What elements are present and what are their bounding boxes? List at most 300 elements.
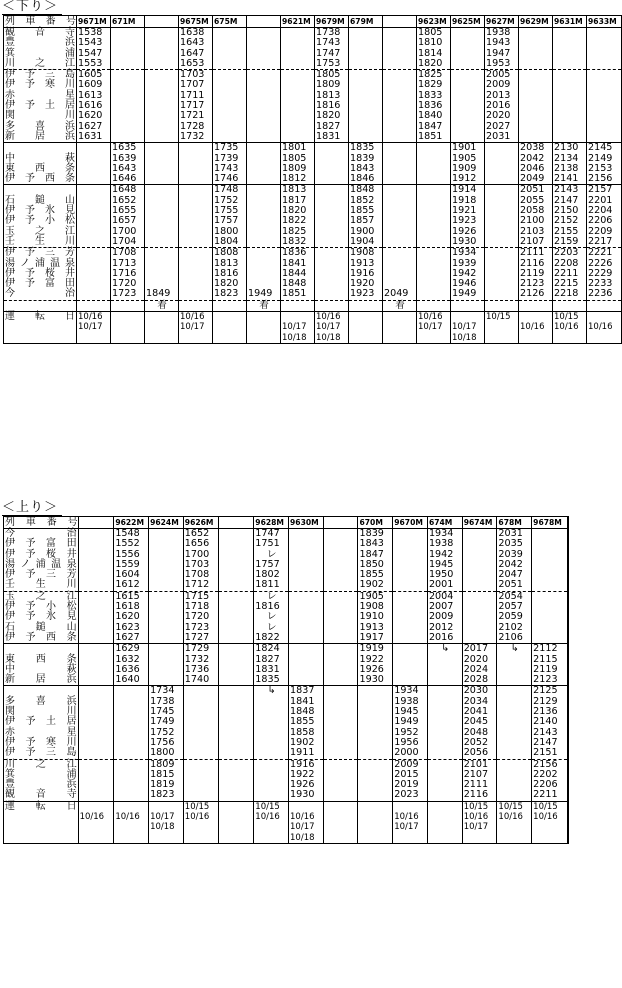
time-cell: 1616 xyxy=(77,101,111,111)
days-label xyxy=(4,822,79,832)
time-cell: 1930 xyxy=(358,675,393,686)
time-cell: 1748 xyxy=(213,185,247,196)
time-cell: 1805 xyxy=(281,154,315,164)
time-cell: 2115 xyxy=(532,655,568,665)
time-cell: 2016 xyxy=(427,633,462,644)
time-cell: 1620 xyxy=(77,111,111,121)
time-cell xyxy=(114,717,149,727)
time-cell: 1829 xyxy=(417,80,451,90)
time-cell: 1653 xyxy=(179,59,213,70)
time-cell: 1646 xyxy=(111,174,145,185)
station-name: 今治 xyxy=(5,288,75,300)
time-cell xyxy=(145,154,179,164)
train-number xyxy=(78,517,114,529)
time-cell xyxy=(218,707,254,717)
days-cell: 10/18 xyxy=(289,833,324,844)
time-cell xyxy=(532,580,568,591)
time-cell xyxy=(349,111,383,121)
time-cell xyxy=(451,300,485,311)
time-cell xyxy=(78,602,114,612)
time-cell: 1640 xyxy=(114,675,149,686)
time-cell xyxy=(587,38,622,48)
time-cell: 1844 xyxy=(281,269,315,279)
days-cell xyxy=(183,833,218,844)
time-cell xyxy=(145,248,179,259)
time-cell: 1857 xyxy=(349,216,383,226)
time-cell: 1938 xyxy=(485,28,519,39)
time-cell xyxy=(78,738,114,748)
time-cell: 1538 xyxy=(77,28,111,39)
time-cell xyxy=(417,164,451,174)
time-cell xyxy=(77,196,111,206)
time-cell xyxy=(114,780,149,790)
time-cell xyxy=(587,101,622,111)
time-cell xyxy=(532,591,568,602)
station-name: 伊予西条 xyxy=(5,173,75,185)
time-cell: 1922 xyxy=(289,770,324,780)
time-cell xyxy=(532,529,568,540)
time-cell xyxy=(323,539,358,549)
time-cell xyxy=(78,675,114,686)
time-cell xyxy=(567,560,568,570)
time-cell xyxy=(315,259,349,269)
time-cell xyxy=(383,49,417,59)
time-cell xyxy=(451,91,485,101)
time-cell xyxy=(218,759,254,770)
time-cell xyxy=(587,80,622,90)
table-row xyxy=(4,237,622,248)
time-cell: 1837 xyxy=(289,686,324,697)
days-label: 運転日 xyxy=(5,311,75,323)
time-cell: 1825 xyxy=(417,70,451,81)
time-cell: 1809 xyxy=(149,759,184,770)
time-cell xyxy=(247,185,281,196)
time-cell xyxy=(114,748,149,759)
time-cell xyxy=(114,686,149,697)
time-cell xyxy=(587,122,622,132)
time-cell xyxy=(383,28,417,39)
days-cell: 10/16 xyxy=(532,812,568,822)
time-cell xyxy=(145,132,179,143)
time-cell xyxy=(519,132,553,143)
time-cell: 2152 xyxy=(553,216,587,226)
table-row xyxy=(4,790,569,801)
time-cell: 2149 xyxy=(587,154,622,164)
time-cell xyxy=(323,780,358,790)
station-name: 壬生川 xyxy=(5,579,77,591)
time-cell xyxy=(114,707,149,717)
time-cell xyxy=(358,707,393,717)
time-cell xyxy=(145,185,179,196)
time-cell: 1956 xyxy=(393,738,428,748)
time-cell xyxy=(485,185,519,196)
time-cell xyxy=(383,164,417,174)
time-cell: 1952 xyxy=(393,728,428,738)
time-cell xyxy=(497,675,532,686)
time-cell xyxy=(462,602,497,612)
time-cell xyxy=(553,111,587,121)
time-cell xyxy=(323,759,358,770)
time-cell xyxy=(281,122,315,132)
time-cell xyxy=(519,70,553,81)
days-cell: 10/16 xyxy=(289,812,324,822)
train-number xyxy=(323,517,358,529)
station-name: 伊予桜井 xyxy=(5,548,77,560)
time-cell: 1813 xyxy=(315,91,349,101)
train-number: 9628M xyxy=(254,517,289,529)
time-cell: 2107 xyxy=(462,770,497,780)
train-number-label: 列車番号 xyxy=(5,517,78,528)
time-cell: 1848 xyxy=(289,707,324,717)
time-cell xyxy=(179,174,213,185)
time-cell xyxy=(383,196,417,206)
time-cell xyxy=(183,728,218,738)
time-cell: 2141 xyxy=(553,174,587,185)
time-cell: 1745 xyxy=(149,707,184,717)
time-cell xyxy=(218,790,254,801)
time-cell xyxy=(213,28,247,39)
time-cell: 1836 xyxy=(281,248,315,259)
time-cell xyxy=(77,269,111,279)
time-cell xyxy=(567,539,568,549)
time-cell: 1746 xyxy=(213,174,247,185)
time-cell: レ xyxy=(254,550,289,560)
time-cell xyxy=(519,49,553,59)
station-name: 観音寺 xyxy=(5,27,75,38)
time-cell xyxy=(218,770,254,780)
time-cell: 1953 xyxy=(485,59,519,70)
time-cell: 1548 xyxy=(114,529,149,540)
days-label xyxy=(4,322,77,332)
time-cell: 2103 xyxy=(519,227,553,237)
time-cell xyxy=(254,697,289,707)
time-cell xyxy=(114,759,149,770)
time-cell xyxy=(213,122,247,132)
table-row xyxy=(4,633,569,644)
days-cell: 10/16 xyxy=(553,322,587,332)
time-cell: 1820 xyxy=(315,111,349,121)
time-cell xyxy=(281,91,315,101)
station-name: 中萩 xyxy=(5,152,75,164)
time-cell: 1721 xyxy=(179,111,213,121)
time-cell: 1656 xyxy=(183,539,218,549)
time-cell xyxy=(254,717,289,727)
time-cell: 1843 xyxy=(358,539,393,549)
time-cell: 1918 xyxy=(451,196,485,206)
time-cell: 1919 xyxy=(358,644,393,655)
time-cell: 2023 xyxy=(393,790,428,801)
time-cell xyxy=(289,655,324,665)
time-cell xyxy=(213,132,247,143)
time-cell xyxy=(349,80,383,90)
time-cell xyxy=(78,728,114,738)
time-cell xyxy=(567,665,568,675)
time-cell xyxy=(247,227,281,237)
station-name: 中萩 xyxy=(5,663,77,675)
days-row xyxy=(4,812,569,822)
time-cell: 1752 xyxy=(149,728,184,738)
time-cell: 1945 xyxy=(393,707,428,717)
time-cell xyxy=(383,227,417,237)
time-cell xyxy=(393,655,428,665)
time-cell: 2049 xyxy=(383,289,417,300)
time-cell: レ xyxy=(254,591,289,602)
time-cell: ↳ xyxy=(427,644,462,655)
time-cell xyxy=(417,154,451,164)
time-cell: 1635 xyxy=(111,143,145,154)
time-cell xyxy=(254,759,289,770)
time-cell xyxy=(315,154,349,164)
time-cell xyxy=(78,591,114,602)
train-number: 9670M xyxy=(393,517,428,529)
time-cell xyxy=(519,80,553,90)
days-cell xyxy=(323,822,358,832)
down-timetable xyxy=(3,15,622,344)
days-cell xyxy=(323,812,358,822)
time-cell: 1822 xyxy=(254,633,289,644)
days-cell xyxy=(145,312,179,323)
days-cell xyxy=(393,833,428,844)
time-cell xyxy=(145,70,179,81)
time-cell: 1747 xyxy=(254,529,289,540)
time-cell xyxy=(145,196,179,206)
time-cell: 2049 xyxy=(519,174,553,185)
time-cell xyxy=(587,111,622,121)
time-cell xyxy=(358,728,393,738)
time-cell xyxy=(349,300,383,311)
time-cell: 1831 xyxy=(254,665,289,675)
time-cell xyxy=(145,28,179,39)
time-cell: 2055 xyxy=(519,196,553,206)
time-cell xyxy=(183,759,218,770)
time-cell: 1718 xyxy=(183,602,218,612)
time-cell xyxy=(323,644,358,655)
time-cell: 1743 xyxy=(213,164,247,174)
train-number: 670M xyxy=(358,517,393,529)
time-cell: 1947 xyxy=(485,49,519,59)
time-cell xyxy=(213,59,247,70)
station-name: 石鎚山 xyxy=(5,621,77,633)
time-cell xyxy=(532,570,568,580)
time-cell xyxy=(149,539,184,549)
days-cell xyxy=(497,833,532,844)
time-cell: 1820 xyxy=(417,59,451,70)
time-cell xyxy=(451,132,485,143)
time-cell xyxy=(78,539,114,549)
table-row xyxy=(4,143,622,154)
days-cell xyxy=(218,822,254,832)
time-cell: 1647 xyxy=(179,49,213,59)
time-cell xyxy=(383,259,417,269)
time-cell: 2004 xyxy=(427,591,462,602)
station-name: 豊浜 xyxy=(5,37,75,49)
days-cell: 10/17 xyxy=(462,822,497,832)
time-cell xyxy=(462,560,497,570)
time-cell: 2202 xyxy=(532,770,568,780)
days-cell: 10/16 xyxy=(393,812,428,822)
time-cell xyxy=(315,185,349,196)
train-number: 9674M xyxy=(462,517,497,529)
time-cell xyxy=(78,780,114,790)
time-cell: 2215 xyxy=(553,279,587,289)
days-cell: 10/17 xyxy=(289,822,324,832)
time-cell: 1704 xyxy=(111,237,145,248)
station-name: 赤星 xyxy=(5,726,77,738)
time-cell xyxy=(587,300,622,311)
days-row xyxy=(4,801,569,812)
time-cell xyxy=(179,248,213,259)
time-cell xyxy=(289,580,324,591)
time-cell xyxy=(254,728,289,738)
days-cell: 10/17 xyxy=(179,322,213,332)
time-cell: 1846 xyxy=(349,174,383,185)
time-cell xyxy=(218,591,254,602)
time-cell: 1836 xyxy=(417,101,451,111)
time-cell: 2229 xyxy=(587,269,622,279)
time-cell xyxy=(218,612,254,622)
days-cell: 10/15 xyxy=(485,312,519,323)
time-cell: 1820 xyxy=(281,206,315,216)
time-cell xyxy=(427,759,462,770)
time-cell xyxy=(462,529,497,540)
days-cell xyxy=(78,801,114,812)
time-cell xyxy=(349,122,383,132)
time-cell xyxy=(213,70,247,81)
time-cell: 2000 xyxy=(393,748,428,759)
time-cell xyxy=(77,154,111,164)
time-cell xyxy=(383,91,417,101)
days-cell xyxy=(254,833,289,844)
time-cell: 1930 xyxy=(451,237,485,248)
time-cell xyxy=(587,91,622,101)
time-cell xyxy=(78,790,114,801)
time-cell xyxy=(315,237,349,248)
time-cell xyxy=(323,697,358,707)
time-cell xyxy=(77,237,111,248)
time-cell xyxy=(247,237,281,248)
days-cell xyxy=(111,322,145,332)
table-row xyxy=(4,59,622,70)
time-cell xyxy=(485,300,519,311)
time-cell xyxy=(383,80,417,90)
time-cell: 1913 xyxy=(349,259,383,269)
time-cell xyxy=(567,623,568,633)
time-cell xyxy=(77,289,111,300)
days-cell: 10/16 xyxy=(77,312,111,323)
time-cell: 1811 xyxy=(254,580,289,591)
days-cell xyxy=(323,833,358,844)
time-cell: 1800 xyxy=(213,227,247,237)
time-cell: 1715 xyxy=(183,591,218,602)
time-cell: 1816 xyxy=(213,269,247,279)
time-cell: 2155 xyxy=(553,227,587,237)
days-cell: 10/18 xyxy=(315,333,349,344)
time-cell xyxy=(497,780,532,790)
time-cell: 2107 xyxy=(519,237,553,248)
time-cell: 1809 xyxy=(281,164,315,174)
time-cell: 2019 xyxy=(393,780,428,790)
time-cell xyxy=(149,591,184,602)
days-cell xyxy=(254,822,289,832)
time-cell xyxy=(145,269,179,279)
time-cell xyxy=(485,279,519,289)
time-cell: 1627 xyxy=(114,633,149,644)
time-cell: 1723 xyxy=(183,623,218,633)
time-cell xyxy=(111,59,145,70)
time-cell xyxy=(383,154,417,164)
time-cell: 2001 xyxy=(427,580,462,591)
time-cell: 1827 xyxy=(315,122,349,132)
table-row xyxy=(4,560,569,570)
days-cell xyxy=(149,801,184,812)
time-cell: 1753 xyxy=(315,59,349,70)
time-cell xyxy=(383,237,417,248)
time-cell: 1908 xyxy=(349,248,383,259)
time-cell xyxy=(183,738,218,748)
table-row xyxy=(4,623,569,633)
days-cell xyxy=(247,333,281,344)
station-name: 多喜浜 xyxy=(5,120,75,132)
time-cell xyxy=(78,759,114,770)
up-section-title: ＜上り＞ xyxy=(2,501,62,515)
time-cell xyxy=(567,602,568,612)
time-cell xyxy=(213,111,247,121)
time-cell: 1923 xyxy=(451,216,485,226)
time-cell xyxy=(393,612,428,622)
time-cell xyxy=(519,111,553,121)
time-cell xyxy=(77,143,111,154)
time-cell: 1855 xyxy=(358,570,393,580)
time-cell xyxy=(281,49,315,59)
time-cell xyxy=(183,717,218,727)
train-number xyxy=(383,16,417,28)
time-cell xyxy=(111,111,145,121)
time-cell: 1910 xyxy=(358,612,393,622)
station-name: 伊予氷見 xyxy=(5,611,77,623)
train-number: 678M xyxy=(497,517,532,529)
time-cell: 1728 xyxy=(179,122,213,132)
time-cell xyxy=(519,28,553,39)
time-cell: 1707 xyxy=(179,80,213,90)
train-number: 9630M xyxy=(289,517,324,529)
time-cell: 1911 xyxy=(289,748,324,759)
time-cell xyxy=(485,164,519,174)
time-cell: 1553 xyxy=(77,59,111,70)
time-cell xyxy=(383,111,417,121)
station-name: 新居浜 xyxy=(5,130,75,142)
time-cell: 1816 xyxy=(315,101,349,111)
station-name: 玉之江 xyxy=(5,225,75,237)
time-cell: 1757 xyxy=(213,216,247,226)
days-cell xyxy=(77,333,111,344)
time-cell xyxy=(497,686,532,697)
time-cell xyxy=(485,154,519,164)
time-cell xyxy=(427,738,462,748)
time-cell xyxy=(567,748,568,759)
time-cell xyxy=(417,300,451,311)
table-row xyxy=(4,570,569,580)
time-cell xyxy=(417,206,451,216)
days-row xyxy=(4,822,569,832)
time-cell: 1939 xyxy=(451,259,485,269)
days-cell xyxy=(383,333,417,344)
time-cell xyxy=(145,122,179,132)
time-cell xyxy=(567,770,568,780)
time-cell: 1916 xyxy=(349,269,383,279)
time-cell: 1738 xyxy=(315,28,349,39)
time-cell xyxy=(323,665,358,675)
time-cell xyxy=(427,790,462,801)
